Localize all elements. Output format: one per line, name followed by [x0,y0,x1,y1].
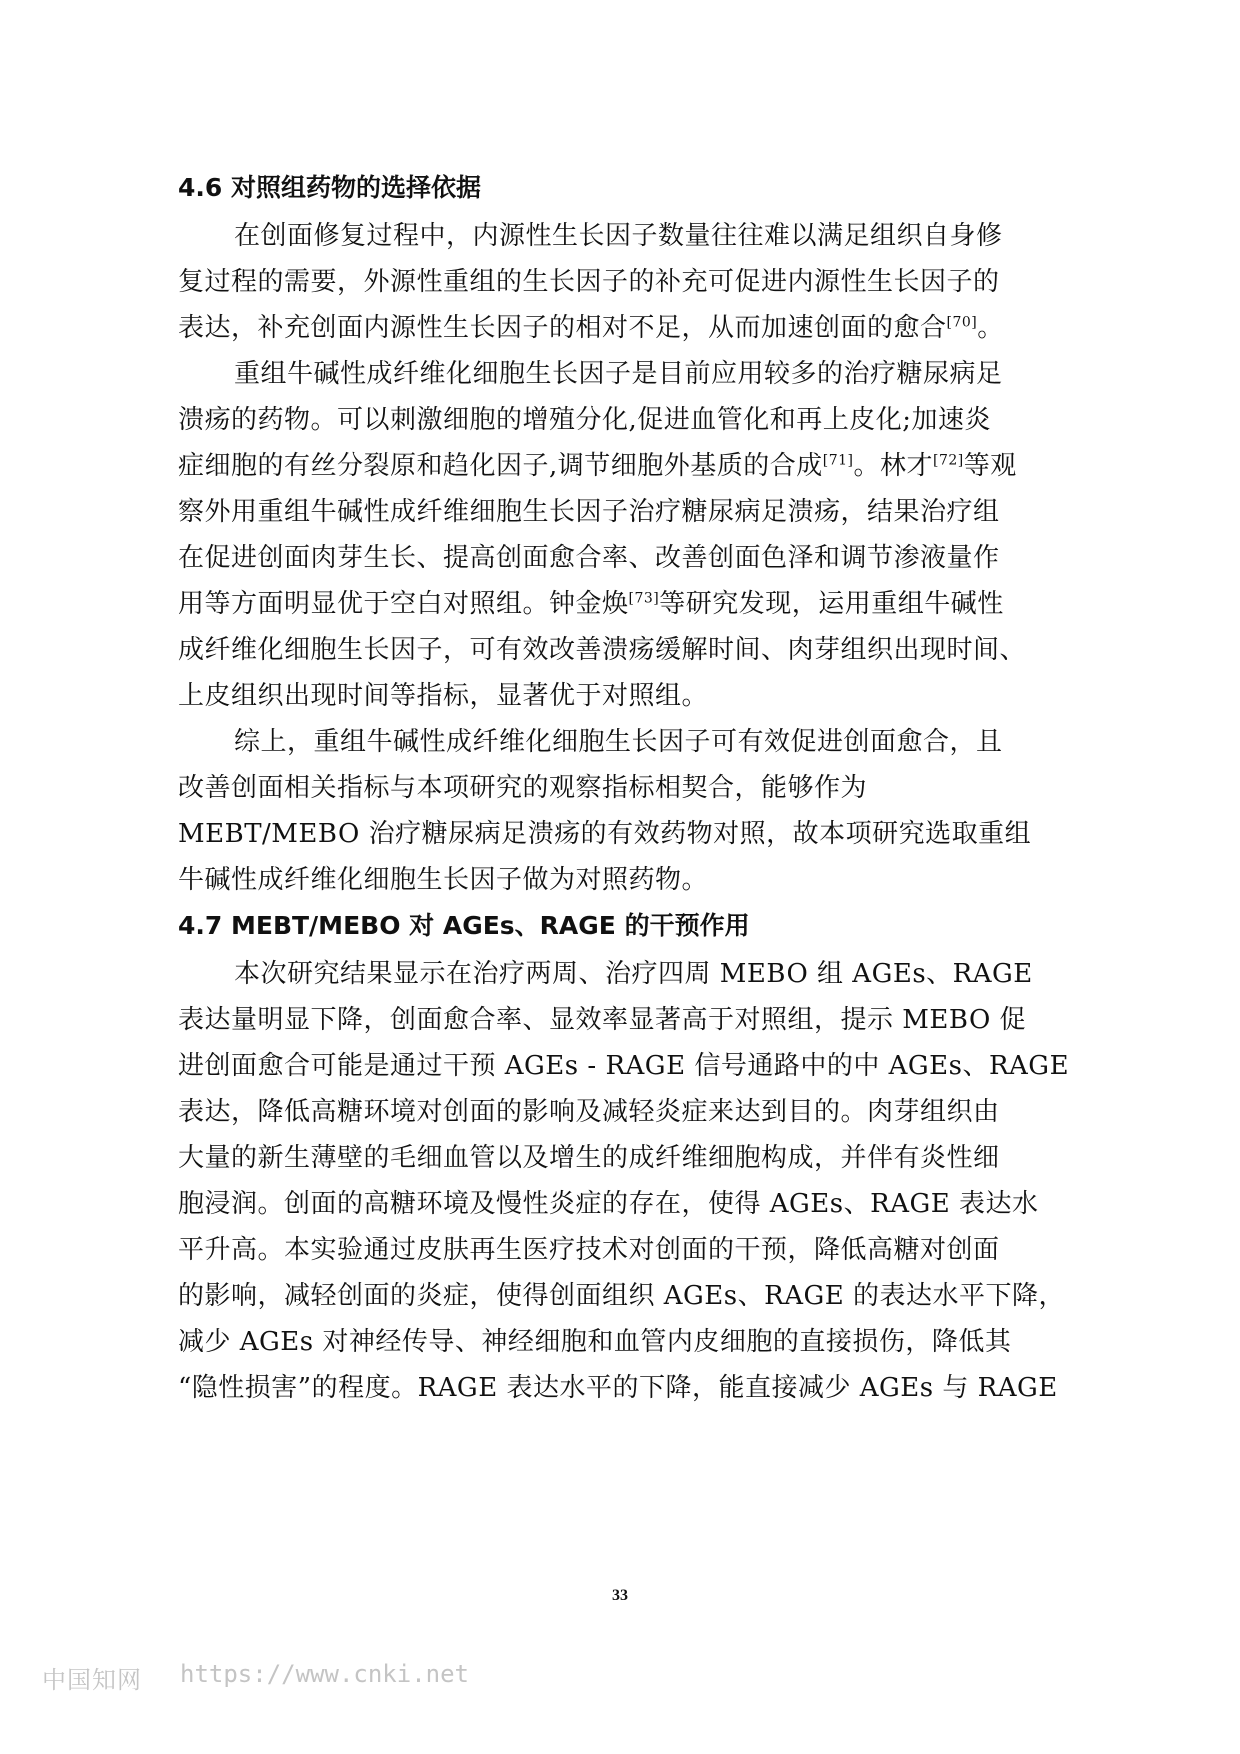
text-span: 症细胞的有丝分裂原和趋化因子,调节细胞外基质的合成 [178,451,823,481]
paragraph-line: 溃疡的药物。可以刺激细胞的增殖分化,促进血管化和再上皮化;加速炎 [178,405,992,435]
page-number: 33 [612,1587,628,1604]
paragraph-line: MEBT/MEBO 治疗糖尿病足溃疡的有效药物对照，故本项研究选取重组 [178,819,1032,849]
paragraph-line: 重组牛碱性成纤维化细胞生长因子是目前应用较多的治疗糖尿病足 [234,359,1003,389]
paragraph-line: 在促进创面肉芽生长、提高创面愈合率、改善创面色泽和调节渗液量作 [178,543,1000,573]
paragraph-line: 大量的新生薄壁的毛细血管以及增生的成纤维细胞构成，并伴有炎性细 [178,1143,1000,1173]
paragraph-line: 进创面愈合可能是通过干预 AGEs - RAGE 信号通路中的中 AGEs、RAGE [178,1051,1070,1081]
paragraph-line: 上皮组织出现时间等指标，显著优于对照组。 [178,681,709,711]
text-span: 表达，补充创面内源性生长因子的相对不足，从而加速创面的愈合 [178,313,947,343]
watermark-logo: 中国知网 [42,1666,142,1694]
paragraph-line: 胞浸润。创面的高糖环境及慢性炎症的存在，使得 AGEs、RAGE 表达水 [178,1189,1039,1219]
paragraph-line [178,308,1093,348]
paragraph-line: 综上，重组牛碱性成纤维化细胞生长因子可有效促进创面愈合，且 [234,727,1003,757]
paragraph-line: 平升高。本实验通过皮肤再生医疗技术对创面的干预，降低高糖对创面 [178,1235,1000,1265]
paragraph-line: 察外用重组牛碱性成纤维细胞生长因子治疗糖尿病足溃疡，结果治疗组 [178,497,1000,527]
paragraph-line: 表达，降低高糖环境对创面的影响及减轻炎症来达到目的。肉芽组织由 [178,1097,1000,1127]
paragraph-line [178,446,1093,486]
citation-ref: [70] [946,314,978,331]
text-span: 。 [977,313,1004,343]
section-heading-4-6: 4.6 对照组药物的选择依据 [178,173,481,202]
paragraph-line: 牛碱性成纤维化细胞生长因子做为对照药物。 [178,865,709,895]
paragraph-line: 在创面修复过程中，内源性生长因子数量往往难以满足组织自身修 [234,221,1003,251]
paragraph-line: 成纤维化细胞生长因子，可有效改善溃疡缓解时间、肉芽组织出现时间、 [178,635,1027,665]
section-heading-4-7: 4.7 MEBT/MEBO 对 AGEs、RAGE 的干预作用 [178,911,750,940]
watermark-url: https://www.cnki.net [180,1660,469,1688]
citation-ref: [71] [822,452,854,469]
paragraph-line: 本次研究结果显示在治疗两周、治疗四周 MEBO 组 AGEs、RAGE [234,959,1033,989]
text-span: 用等方面明显优于空白对照组。钟金焕 [178,589,629,619]
text-span: 等观 [963,451,1017,481]
paragraph-line: 复过程的需要，外源性重组的生长因子的补充可促进内源性生长因子的 [178,267,1000,297]
citation-ref: [72] [933,452,964,469]
paragraph-line: “隐性损害”的程度。RAGE 表达水平的下降，能直接减少 AGEs 与 RAGE [178,1373,1058,1403]
text-span: 等研究发现，运用重组牛碱性 [659,589,1004,619]
paragraph-line: 减少 AGEs 对神经传导、神经细胞和血管内皮细胞的直接损伤，降低其 [178,1327,1012,1357]
paragraph-line: 表达量明显下降，创面愈合率、显效率显著高于对照组，提示 MEBO 促 [178,1005,1027,1035]
paragraph-line: 改善创面相关指标与本项研究的观察指标相契合，能够作为 [178,773,868,803]
text-span: 。林才 [853,451,934,481]
citation-ref: [73] [628,590,660,607]
paragraph-line [178,584,1093,624]
paragraph-line: 的影响，减轻创面的炎症，使得创面组织 AGEs、RAGE 的表达水平下降， [178,1281,1065,1311]
